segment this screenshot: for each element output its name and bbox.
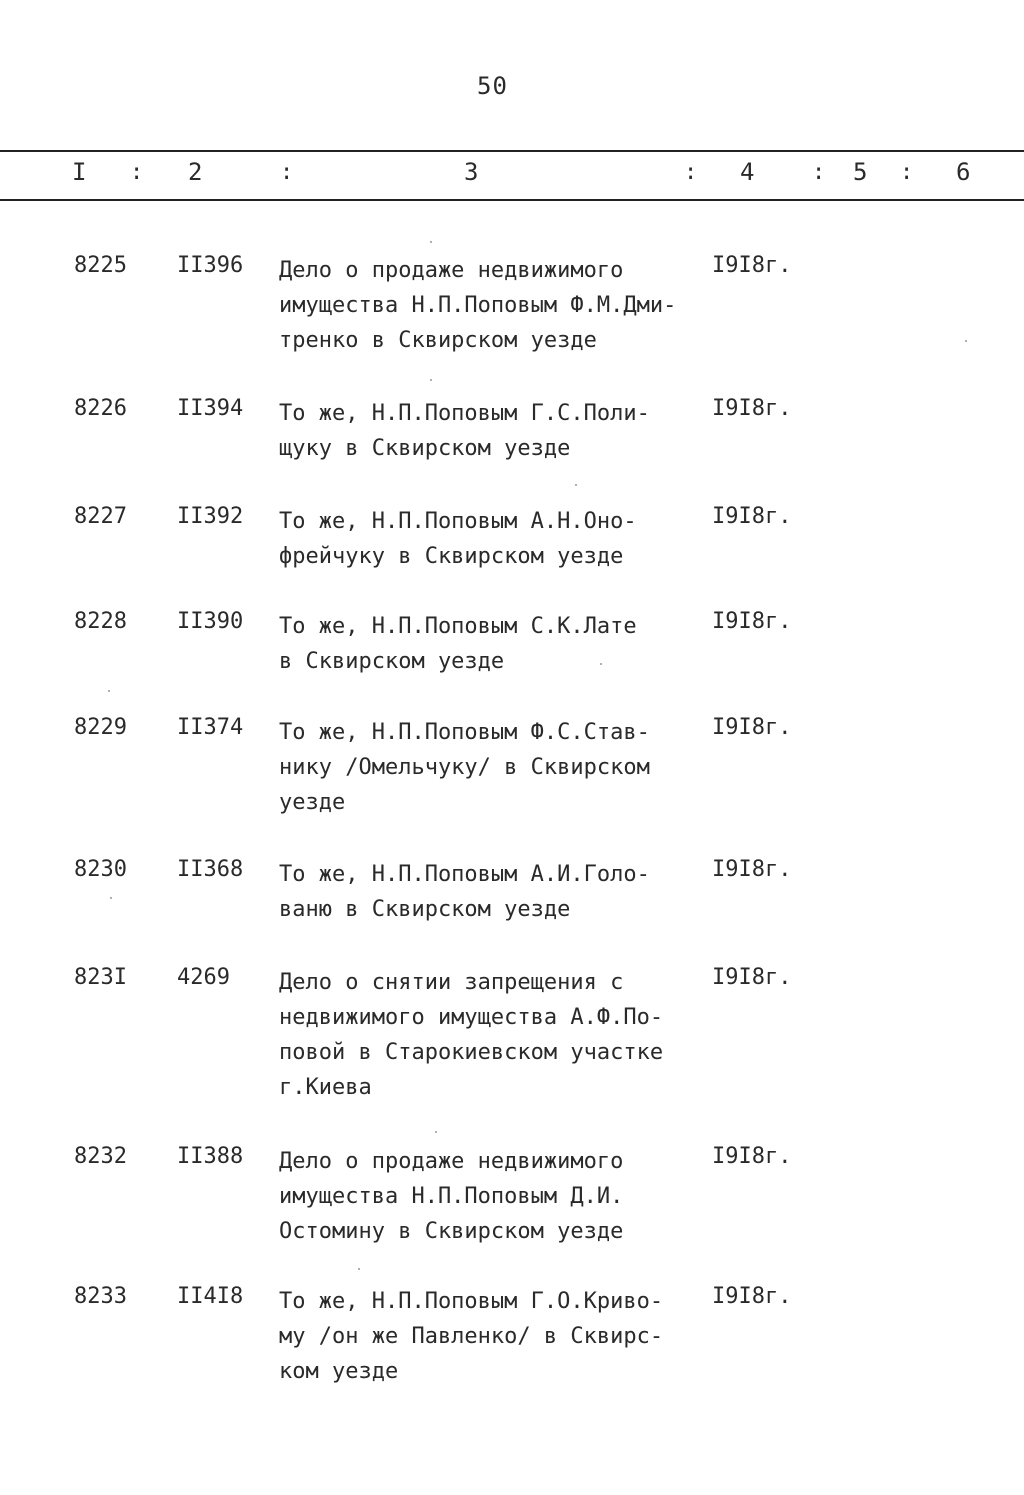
- column-separator: :: [812, 160, 826, 185]
- record-year: I9I8г.: [712, 609, 792, 634]
- record-year: I9I8г.: [712, 965, 792, 990]
- record-year: I9I8г.: [712, 857, 792, 882]
- column-header-3: 3: [464, 158, 479, 186]
- file-code: II374: [177, 715, 244, 740]
- file-code: 4269: [177, 965, 230, 990]
- record-number: 8230: [74, 857, 127, 882]
- scan-speck: [575, 484, 577, 486]
- description-line: ваню в Сквирском уезде: [279, 897, 571, 922]
- header-bottom-rule: [0, 199, 1024, 201]
- file-code: II392: [177, 504, 244, 529]
- file-code: II368: [177, 857, 244, 882]
- record-number: 8226: [74, 396, 127, 421]
- description-line: недвижимого имущества А.Ф.По-: [279, 1005, 664, 1030]
- description-line: Дело о снятии запрещения с: [279, 970, 624, 995]
- file-code: II388: [177, 1144, 244, 1169]
- record-year: I9I8г.: [712, 253, 792, 278]
- description-line: тренко в Сквирском уезде: [279, 328, 597, 353]
- description-line: То же, Н.П.Поповым Г.О.Криво-: [279, 1289, 664, 1314]
- record-number: 8227: [74, 504, 127, 529]
- description-line: То же, Н.П.Поповым Г.С.Поли-: [279, 401, 650, 426]
- description-line: уезде: [279, 790, 346, 815]
- description-line: То же, Н.П.Поповым С.К.Лате: [279, 614, 637, 639]
- record-description: [279, 504, 719, 574]
- column-separator: :: [280, 160, 294, 185]
- record-year: I9I8г.: [712, 715, 792, 740]
- file-code: II4I8: [177, 1284, 244, 1309]
- record-description: [279, 1284, 719, 1389]
- description-line: Остомину в Сквирском уезде: [279, 1219, 624, 1244]
- description-line: щуку в Сквирском уезде: [279, 436, 571, 461]
- column-separator: :: [130, 160, 144, 185]
- record-description: [279, 1144, 719, 1249]
- record-year: I9I8г.: [712, 1284, 792, 1309]
- description-line: в Сквирском уезде: [279, 649, 505, 674]
- description-line: фрейчуку в Сквирском уезде: [279, 544, 624, 569]
- column-separator: :: [900, 160, 914, 185]
- header-top-rule: [0, 150, 1024, 152]
- file-code: II390: [177, 609, 244, 634]
- description-line: То же, Н.П.Поповым А.И.Голо-: [279, 862, 650, 887]
- record-number: 823I: [74, 965, 127, 990]
- record-year: I9I8г.: [712, 1144, 792, 1169]
- column-header-5: 5: [853, 158, 868, 186]
- description-line: повой в Старокиевском участке: [279, 1040, 664, 1065]
- record-number: 8233: [74, 1284, 127, 1309]
- file-code: II396: [177, 253, 244, 278]
- record-number: 8228: [74, 609, 127, 634]
- column-header-6: 6: [956, 158, 971, 186]
- record-year: I9I8г.: [712, 504, 792, 529]
- scan-speck: [108, 690, 110, 692]
- scan-speck: [430, 379, 432, 381]
- record-description: [279, 253, 719, 358]
- description-line: Дело о продаже недвижимого: [279, 258, 624, 283]
- description-line: имущества Н.П.Поповым Ф.М.Дми-: [279, 293, 677, 318]
- column-header-1: I: [72, 158, 87, 186]
- description-line: То же, Н.П.Поповым Ф.С.Став-: [279, 720, 650, 745]
- description-line: му /он же Павленко/ в Сквирс-: [279, 1324, 664, 1349]
- record-number: 8229: [74, 715, 127, 740]
- scan-speck: [110, 897, 112, 899]
- record-year: I9I8г.: [712, 396, 792, 421]
- record-number: 8225: [74, 253, 127, 278]
- record-description: [279, 396, 719, 466]
- scan-speck: [600, 663, 602, 665]
- record-description: [279, 715, 719, 820]
- description-line: г.Киева: [279, 1075, 372, 1100]
- record-number: 8232: [74, 1144, 127, 1169]
- scan-speck: [965, 340, 967, 342]
- file-code: II394: [177, 396, 244, 421]
- description-line: имущества Н.П.Поповым Д.И.: [279, 1184, 624, 1209]
- record-description: [279, 965, 719, 1105]
- description-line: То же, Н.П.Поповым А.Н.Оно-: [279, 509, 637, 534]
- description-line: Дело о продаже недвижимого: [279, 1149, 624, 1174]
- record-description: [279, 857, 719, 927]
- record-description: [279, 609, 719, 679]
- page-number: 50: [477, 72, 508, 100]
- scan-speck: [435, 1131, 437, 1133]
- column-header-4: 4: [740, 158, 755, 186]
- scan-speck: [430, 241, 432, 243]
- column-separator: :: [684, 160, 698, 185]
- column-header-2: 2: [188, 158, 203, 186]
- description-line: нику /Омельчуку/ в Сквирском: [279, 755, 650, 780]
- description-line: ком уезде: [279, 1359, 399, 1384]
- scan-speck: [358, 1268, 360, 1270]
